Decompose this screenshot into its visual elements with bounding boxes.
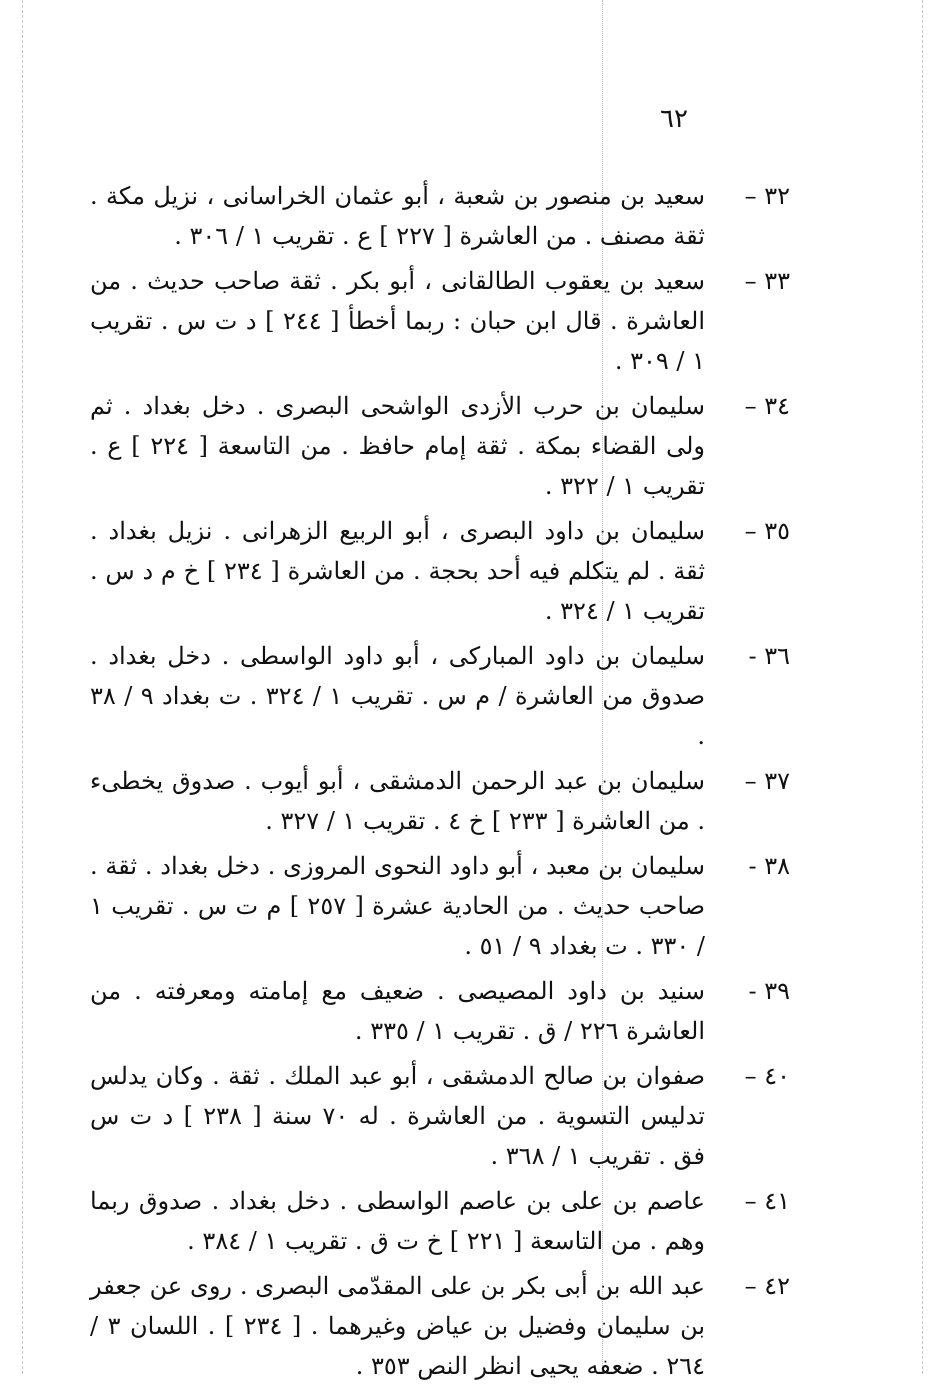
entry-number: ٣٢ – [744,182,790,210]
entry-number: ٣٩ - [748,977,790,1005]
list-item [90,176,790,256]
list-item [90,386,790,506]
entry-number: ٣٧ – [744,767,790,795]
scan-edge-line [922,0,923,1374]
entry-number: ٣٣ – [744,267,790,295]
entry-text: سليمان بن داود البصرى ، أبو الربيع الزهرانى . نزيل بغداد . ثقة . لم يتكلم فيه أحد بحجة . من العاشرة [ ٢٣٤ ] خ م د س . تقريب ١ / ٣٢٤ . [90,517,705,625]
entry-number: ٤١ – [744,1187,790,1215]
entry-text: عبد الله بن أبى بكر بن على المقدّمى البصرى . روى عن جعفر بن سليمان وفضيل بن عياض وغيرهما . [ ٢٣٤ ] . اللسان ٣ / ٢٦٤ . ضعفه يحيى انظر النص ٣٥٣ . [90,1272,706,1380]
entry-text: صفوان بن صالح الدمشقى ، أبو عبد الملك . ثقة . وكان يدلس تدليس التسوية . من العاشرة . له ٧٠ سنة [ ٢٣٨ ] د ت س فق . تقريب ١ / ٣٦٨ . [90,1062,705,1170]
entry-number: ٣٦ - [748,642,790,670]
entry-text: سليمان بن معبد ، أبو داود النحوى المروزى . دخل بغداد . ثقة . صاحب حديث . من الحادية عشرة [ ٢٥٧ ] م ت س . تقريب ١ / ٣٣٠ . ت بغداد ٩ / ٥١ . [90,852,706,960]
list-item [90,636,790,756]
list-item [90,1056,790,1176]
entry-text: سعيد بن منصور بن شعبة ، أبو عثمان الخراسانى ، نزيل مكة . ثقة مصنف . من العاشرة [ ٢٢٧ ] ع . تقريب ١ / ٣٠٦ . [90,182,705,250]
list-item [90,971,790,1051]
entry-number: ٣٤ – [744,392,790,420]
list-item [90,511,790,631]
entry-text: سعيد بن يعقوب الطالقانى ، أبو بكر . ثقة صاحب حديث . من العاشرة . قال ابن حبان : ربما أخطأ [ ٢٤٤ ] د ت س . تقريب ١ / ٣٠٩ . [90,267,705,375]
entry-text: سليمان بن عبد الرحمن الدمشقى ، أبو أيوب . صدوق يخطىء . من العاشرة [ ٢٣٣ ] خ ٤ . تقريب ١ / ٣٢٧ . [90,767,705,835]
list-item [90,846,790,966]
entry-number: ٤٢ – [744,1272,790,1300]
entry-text: سنيد بن داود المصيصى . ضعيف مع إمامته ومعرفته . من العاشرة ٢٢٦ / ق . تقريب ١ / ٣٣٥ . [90,977,705,1045]
list-item [90,261,790,381]
entry-text: عاصم بن على بن عاصم الواسطى . دخل بغداد . صدوق ربما وهم . من التاسعة [ ٢٢١ ] خ ت ق . تقريب ١ / ٣٨٤ . [90,1187,705,1255]
entry-list [90,176,790,1391]
entry-text: سليمان بن داود المباركى ، أبو داود الواسطى . دخل بغداد . صدوق من العاشرة / م س . تقريب ١ / ٣٢٤ . ت بغداد ٩ / ٣٨ . [90,642,706,750]
page-number: ٦٢ [660,104,688,134]
list-item [90,1266,790,1386]
list-item [90,761,790,841]
entry-number: ٣٨ - [748,852,790,880]
entry-number: ٤٠ – [744,1062,790,1090]
entry-text: سليمان بن حرب الأزدى الواشحى البصرى . دخل بغداد . ثم ولى القضاء بمكة . ثقة إمام حافظ . من التاسعة [ ٢٢٤ ] ع . تقريب ١ / ٣٢٢ . [90,392,706,500]
entry-number: ٣٥ – [744,517,790,545]
scan-fold-line [22,0,23,1374]
list-item [90,1181,790,1261]
